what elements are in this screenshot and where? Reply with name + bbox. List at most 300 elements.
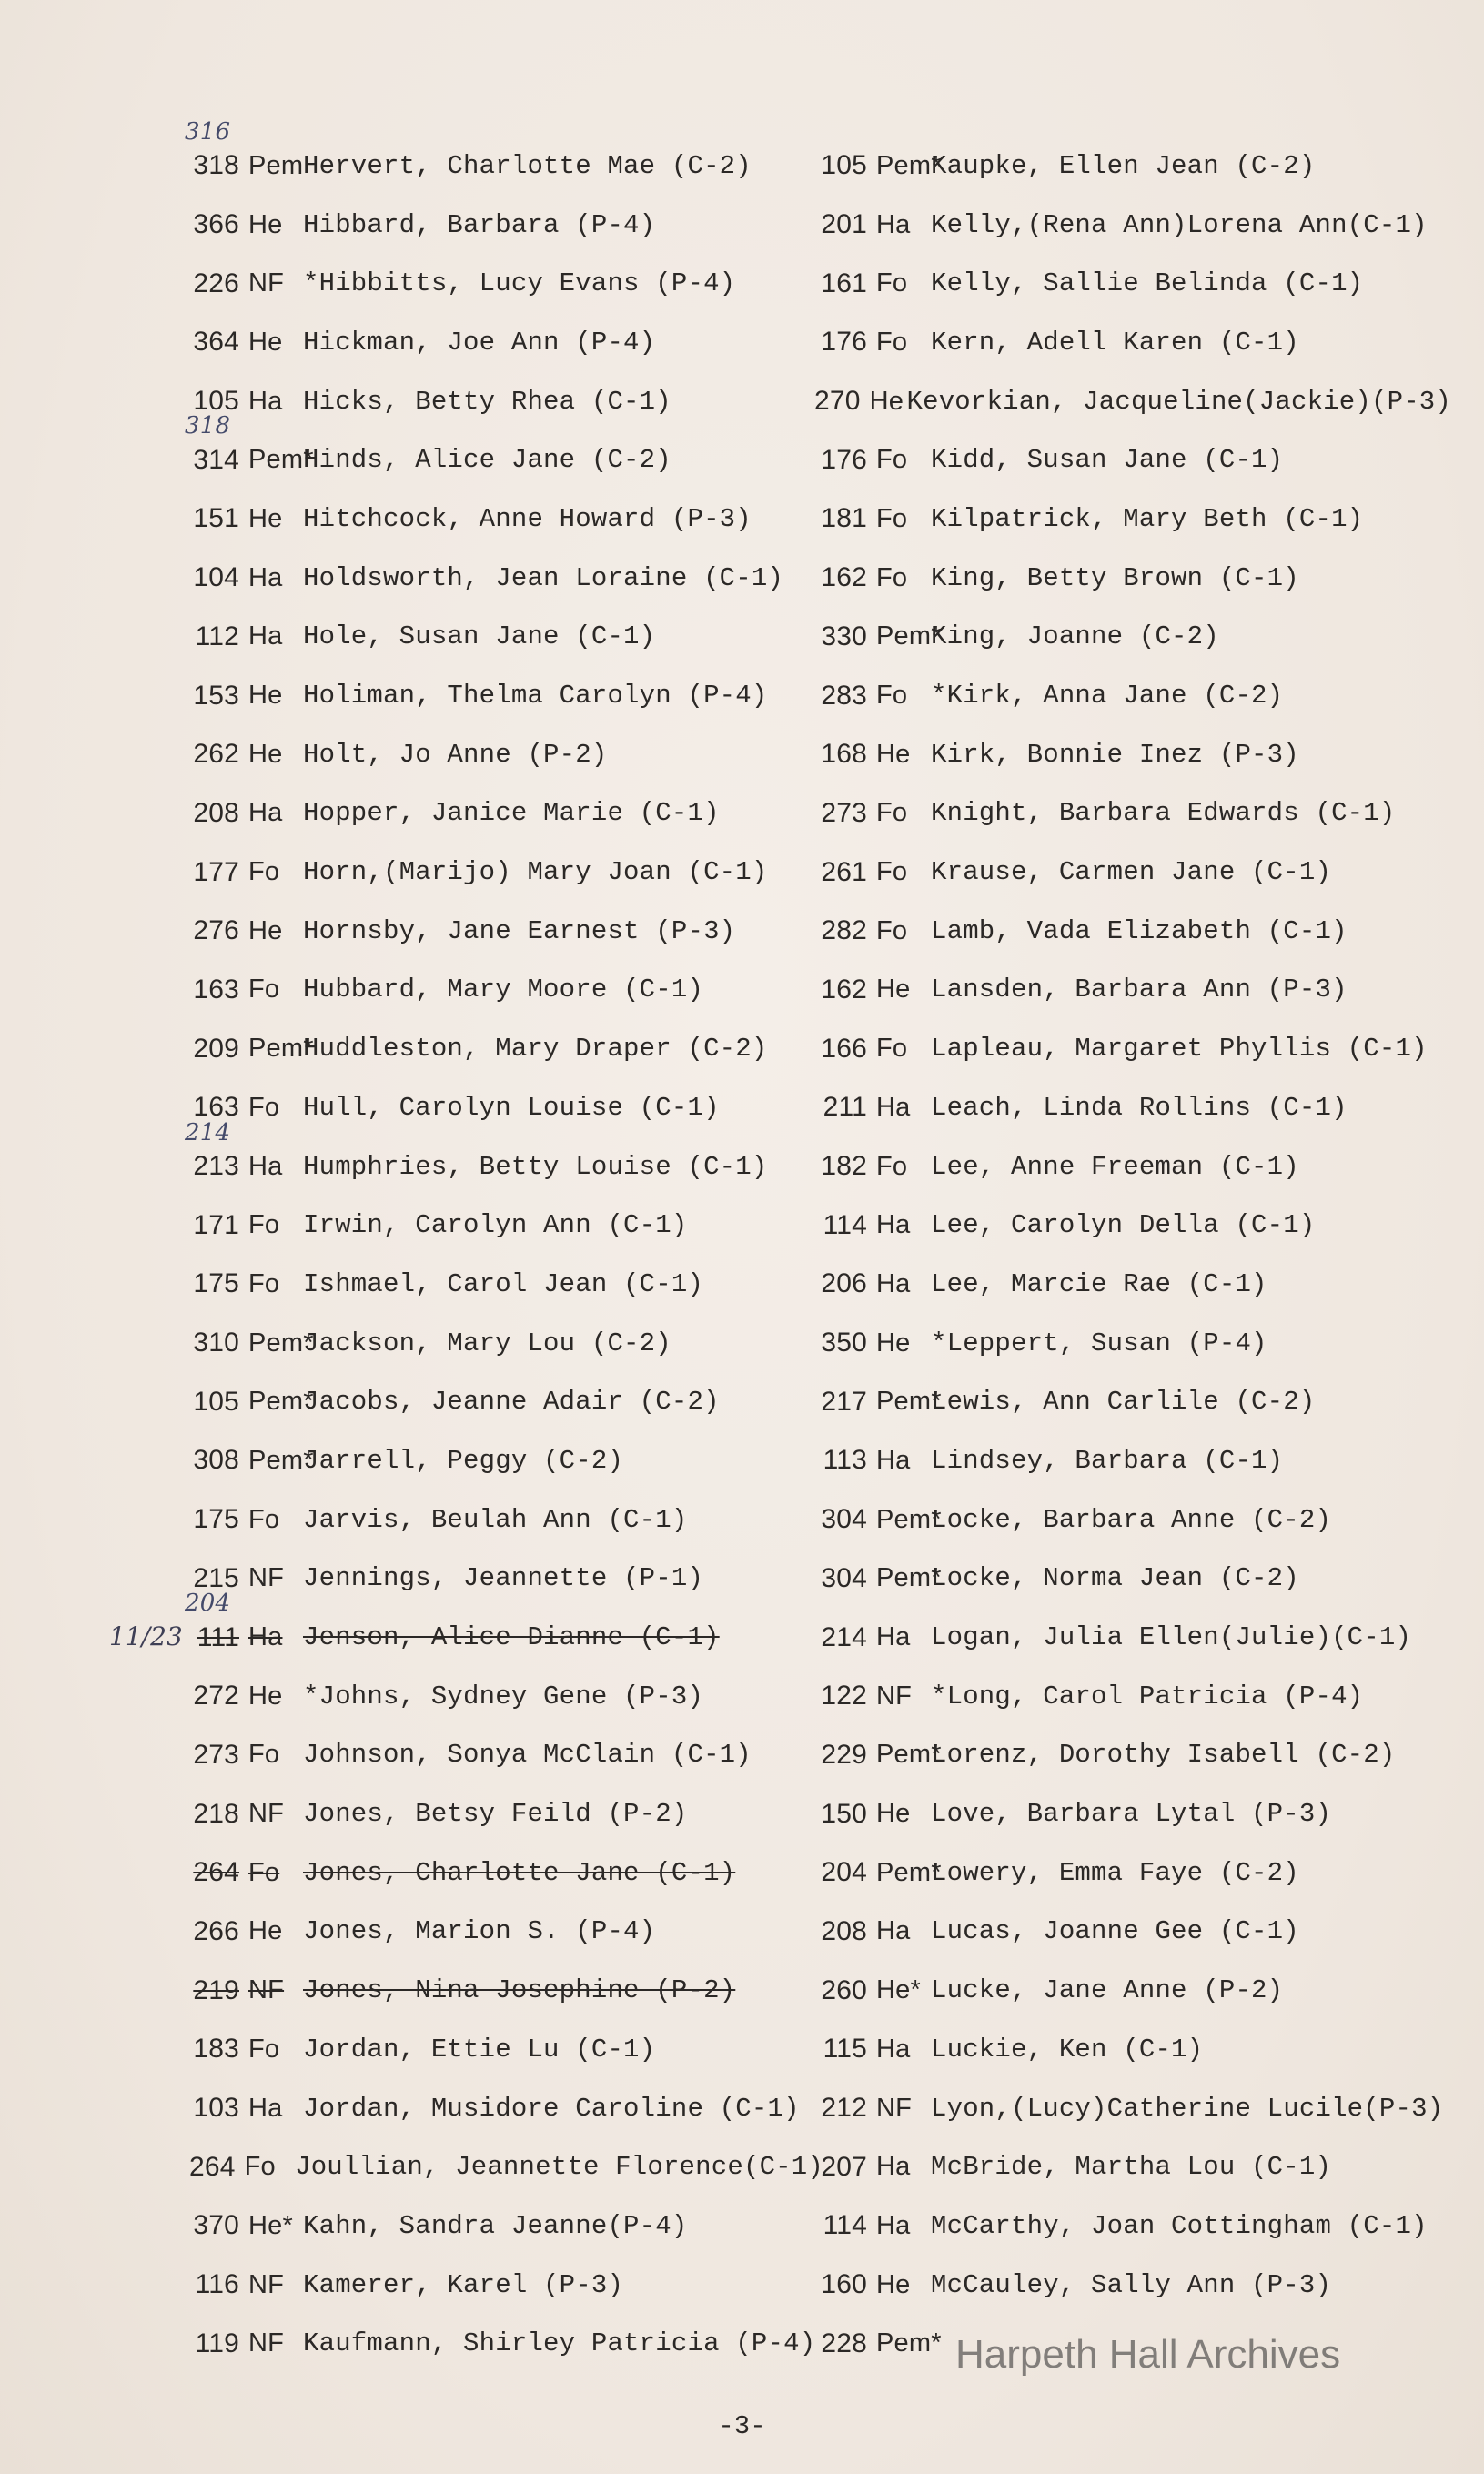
list-entry bbox=[187, 725, 823, 784]
handwritten-room-correction: 204 bbox=[185, 1590, 231, 1618]
list-entry bbox=[814, 2020, 1451, 2079]
list-entry bbox=[814, 1961, 1451, 2020]
hall-code: Fo bbox=[876, 1034, 908, 1064]
student-name: Hopper, Janice Marie (C-1) bbox=[303, 798, 720, 829]
room-number: 160 bbox=[821, 2269, 867, 2300]
student-name: King, Joanne (C-2) bbox=[931, 621, 1219, 652]
room-number: 264 bbox=[188, 2151, 236, 2182]
student-name: Horn,(Marijo) Mary Joan (C-1) bbox=[303, 857, 768, 888]
hall-code: Pem* bbox=[876, 1563, 942, 1593]
room-number: 217 bbox=[821, 1386, 867, 1417]
list-entry bbox=[187, 1372, 823, 1431]
hall-code: Fo bbox=[248, 1504, 280, 1534]
hall-code: He bbox=[248, 327, 283, 357]
room-number: 350 bbox=[821, 1328, 867, 1358]
list-entry bbox=[814, 1550, 1451, 1609]
room-number: 270 bbox=[814, 386, 861, 417]
hall-code: He bbox=[876, 974, 911, 1005]
room-number: 166 bbox=[821, 1033, 867, 1064]
student-name: Lewis, Ann Carlile (C-2) bbox=[931, 1387, 1316, 1418]
hall-code: Pem* bbox=[248, 1328, 314, 1358]
hall-code: Ha bbox=[248, 1151, 283, 1181]
hall-code: Pem* bbox=[248, 1445, 314, 1475]
student-name: Kelly,(Rena Ann)Lorena Ann(C-1) bbox=[931, 209, 1428, 240]
list-entry bbox=[814, 1608, 1451, 1667]
room-number: 201 bbox=[821, 209, 867, 240]
list-entry bbox=[814, 136, 1451, 196]
list-entry bbox=[814, 784, 1451, 843]
list-entry bbox=[814, 608, 1451, 667]
hall-code: Fo bbox=[244, 2152, 276, 2182]
student-name: McBride, Martha Lou (C-1) bbox=[931, 2152, 1332, 2183]
student-name: Ishmael, Carol Jean (C-1) bbox=[303, 1268, 704, 1299]
hall-code: NF bbox=[248, 1799, 285, 1829]
room-number: 261 bbox=[821, 856, 867, 887]
room-number: 119 bbox=[195, 2328, 239, 2358]
student-name: Jenson, Alice Dianne (C-1) bbox=[303, 1622, 720, 1653]
room-number: 206 bbox=[821, 1268, 867, 1299]
student-name: Lee, Anne Freeman (C-1) bbox=[931, 1151, 1299, 1182]
room-number: 314 bbox=[193, 444, 239, 475]
student-name: Hickman, Joe Ann (P-4) bbox=[303, 327, 656, 358]
student-name: Hull, Carolyn Louise (C-1) bbox=[303, 1092, 720, 1123]
student-name: Jordan, Musidore Caroline (C-1) bbox=[303, 2093, 800, 2124]
student-name: Lucas, Joanne Gee (C-1) bbox=[931, 1916, 1299, 1947]
hall-code: Ha bbox=[876, 1916, 911, 1946]
room-number: 260 bbox=[821, 1974, 867, 2005]
student-name: Jarvis, Beulah Ann (C-1) bbox=[303, 1504, 688, 1535]
room-number: 213 bbox=[193, 1151, 239, 1182]
room-number: 211 bbox=[823, 1092, 867, 1123]
left-column bbox=[185, 118, 823, 2373]
list-entry bbox=[814, 1314, 1451, 1373]
room-number: 175 bbox=[193, 1504, 239, 1535]
student-name: Locke, Norma Jean (C-2) bbox=[931, 1563, 1299, 1594]
list-entry bbox=[187, 1961, 823, 2020]
student-name: Kilpatrick, Mary Beth (C-1) bbox=[931, 503, 1364, 534]
hall-code: Ha bbox=[248, 1622, 283, 1652]
list-entry bbox=[187, 1843, 823, 1903]
room-number: 330 bbox=[821, 621, 867, 651]
student-name: Hubbard, Mary Moore (C-1) bbox=[303, 974, 704, 1005]
list-entry bbox=[814, 1784, 1451, 1843]
student-name: Holdsworth, Jean Loraine (C-1) bbox=[303, 562, 784, 593]
room-number: 181 bbox=[821, 503, 867, 534]
student-name: Kern, Adell Karen (C-1) bbox=[931, 327, 1299, 358]
room-number: 212 bbox=[821, 2093, 867, 2124]
room-number: 209 bbox=[193, 1033, 239, 1064]
hall-code: Fo bbox=[248, 1857, 280, 1887]
student-name: Hicks, Betty Rhea (C-1) bbox=[303, 386, 671, 417]
student-name: Hervert, Charlotte Mae (C-2) bbox=[303, 150, 752, 181]
list-entry bbox=[814, 1667, 1451, 1726]
room-number: 104 bbox=[193, 562, 239, 593]
room-number: 103 bbox=[193, 2093, 239, 2124]
room-number: 364 bbox=[193, 327, 239, 358]
hall-code: Pem* bbox=[876, 1387, 942, 1417]
room-number: 276 bbox=[193, 915, 239, 946]
student-name: *Kirk, Anna Jane (C-2) bbox=[931, 681, 1284, 712]
room-number: 304 bbox=[821, 1504, 867, 1535]
list-entry bbox=[187, 843, 823, 902]
list-entry bbox=[814, 2196, 1451, 2256]
list-entry bbox=[814, 196, 1451, 255]
room-number: 114 bbox=[823, 2210, 867, 2241]
student-name: Johnson, Sonya McClain (C-1) bbox=[303, 1740, 752, 1771]
list-entry bbox=[814, 666, 1451, 725]
student-name: Kamerer, Karel (P-3) bbox=[303, 2269, 624, 2300]
list-entry bbox=[185, 1590, 823, 1667]
room-number: 366 bbox=[193, 209, 239, 240]
handwritten-room-correction: 318 bbox=[185, 412, 231, 440]
student-name: Lamb, Vada Elizabeth (C-1) bbox=[931, 915, 1348, 946]
room-number: 177 bbox=[193, 856, 239, 887]
list-entry bbox=[814, 1843, 1451, 1903]
room-number: 214 bbox=[821, 1621, 867, 1652]
room-number: 122 bbox=[821, 1681, 867, 1712]
student-name: Jones, Marion S. (P-4) bbox=[303, 1916, 656, 1947]
list-entry bbox=[187, 1726, 823, 1785]
student-name: Kahn, Sandra Jeanne(P-4) bbox=[303, 2210, 688, 2241]
room-number: 162 bbox=[821, 562, 867, 593]
page-number: -3- bbox=[718, 2411, 766, 2441]
hall-code: He* bbox=[876, 1975, 921, 2005]
student-name: Jackson, Mary Lou (C-2) bbox=[303, 1328, 671, 1358]
room-number: 175 bbox=[193, 1268, 239, 1299]
list-entry bbox=[814, 254, 1451, 313]
student-name: Locke, Barbara Anne (C-2) bbox=[931, 1504, 1332, 1535]
room-number: 163 bbox=[193, 974, 239, 1005]
hall-code: Ha bbox=[248, 2093, 283, 2123]
hall-code: Pem* bbox=[876, 2328, 942, 2358]
hall-code: NF bbox=[876, 2093, 913, 2123]
student-name: Kaufmann, Shirley Patricia (P-4) bbox=[303, 2328, 816, 2359]
student-name: Lowery, Emma Faye (C-2) bbox=[931, 1857, 1299, 1888]
hall-code: Ha bbox=[248, 798, 283, 828]
hall-code: Pem* bbox=[876, 150, 942, 180]
hall-code: Fo bbox=[248, 1740, 280, 1770]
hall-code: He bbox=[248, 915, 283, 945]
list-entry bbox=[187, 549, 823, 608]
hall-code: NF bbox=[876, 1681, 913, 1711]
student-name: Jarrell, Peggy (C-2) bbox=[303, 1445, 624, 1476]
hall-code: Ha bbox=[248, 386, 283, 416]
list-entry bbox=[814, 902, 1451, 961]
hall-code: He bbox=[876, 1799, 911, 1829]
room-number: 105 bbox=[193, 386, 239, 417]
list-entry bbox=[187, 1550, 823, 1609]
hall-code: He bbox=[248, 1916, 283, 1946]
room-number: 176 bbox=[821, 327, 867, 358]
list-entry bbox=[187, 2256, 823, 2315]
list-entry bbox=[187, 1255, 823, 1314]
hall-code: Pem* bbox=[248, 445, 314, 475]
room-number: 105 bbox=[821, 150, 867, 181]
hall-code: Pem* bbox=[876, 1740, 942, 1770]
student-name: Humphries, Betty Louise (C-1) bbox=[303, 1151, 768, 1182]
list-entry bbox=[814, 2079, 1451, 2138]
student-name: Leach, Linda Rollins (C-1) bbox=[931, 1092, 1348, 1123]
hall-code: Pem* bbox=[876, 1504, 942, 1534]
list-entry bbox=[814, 1903, 1451, 1962]
room-number: 168 bbox=[821, 739, 867, 770]
student-name: Jones, Charlotte Jane (C-1) bbox=[303, 1857, 736, 1888]
student-name: Irwin, Carolyn Ann (C-1) bbox=[303, 1210, 688, 1241]
student-name: Krause, Carmen Jane (C-1) bbox=[931, 857, 1332, 888]
room-number: 204 bbox=[821, 1857, 867, 1888]
list-entry bbox=[187, 254, 823, 313]
list-entry bbox=[187, 666, 823, 725]
hall-code: He bbox=[869, 386, 904, 416]
list-entry bbox=[814, 1726, 1451, 1785]
room-number: 304 bbox=[821, 1562, 867, 1593]
student-name: Lindsey, Barbara (C-1) bbox=[931, 1445, 1284, 1476]
room-number: 114 bbox=[823, 1209, 867, 1240]
room-number: 262 bbox=[193, 739, 239, 770]
room-number: 207 bbox=[821, 2151, 867, 2182]
hall-code: He bbox=[248, 503, 283, 533]
room-number: 151 bbox=[193, 503, 239, 534]
hall-code: Ha bbox=[876, 2034, 911, 2064]
list-entry bbox=[187, 2079, 823, 2138]
list-entry bbox=[187, 961, 823, 1020]
hall-code: Ha bbox=[876, 1445, 911, 1475]
room-number: 370 bbox=[193, 2210, 239, 2241]
room-number: 264 bbox=[193, 1857, 239, 1888]
student-name: Kirk, Bonnie Inez (P-3) bbox=[931, 739, 1299, 770]
room-number: 115 bbox=[823, 2034, 867, 2065]
hall-code: Ha bbox=[876, 209, 911, 239]
hall-code: He bbox=[248, 1681, 283, 1711]
hall-code: Fo bbox=[248, 857, 280, 887]
list-entry bbox=[814, 2137, 1451, 2196]
student-name: Lee, Carolyn Della (C-1) bbox=[931, 1210, 1316, 1241]
list-entry bbox=[187, 313, 823, 372]
list-entry bbox=[814, 1019, 1451, 1078]
student-name: Lucke, Jane Anne (P-2) bbox=[931, 1975, 1284, 2006]
room-number: 208 bbox=[193, 797, 239, 828]
student-name: Holt, Jo Anne (P-2) bbox=[303, 739, 608, 770]
room-number: 162 bbox=[821, 974, 867, 1005]
list-entry bbox=[814, 1431, 1451, 1490]
student-name: Jones, Nina Josephine (P-2) bbox=[303, 1975, 736, 2006]
list-entry bbox=[187, 2196, 823, 2256]
hall-code: Fo bbox=[876, 915, 908, 945]
student-name: Jacobs, Jeanne Adair (C-2) bbox=[303, 1387, 720, 1418]
room-number: 318 bbox=[193, 150, 239, 181]
list-entry bbox=[814, 313, 1451, 372]
student-name: King, Betty Brown (C-1) bbox=[931, 562, 1299, 593]
hall-code: Fo bbox=[876, 327, 908, 357]
room-number: 116 bbox=[195, 2269, 239, 2300]
hall-code: Pem* bbox=[248, 1387, 314, 1417]
list-entry bbox=[187, 1019, 823, 1078]
student-name: Holiman, Thelma Carolyn (P-4) bbox=[303, 681, 768, 712]
student-name: Hole, Susan Jane (C-1) bbox=[303, 621, 656, 652]
list-entry bbox=[814, 961, 1451, 1020]
hall-code: Ha bbox=[876, 2152, 911, 2182]
hall-code: Ha bbox=[248, 621, 283, 651]
hall-code: Fo bbox=[876, 681, 908, 711]
room-number: 113 bbox=[823, 1445, 867, 1476]
list-entry bbox=[187, 196, 823, 255]
hall-code: Fo bbox=[876, 503, 908, 533]
student-name: Lyon,(Lucy)Catherine Lucile(P-3) bbox=[931, 2093, 1444, 2124]
room-number: 153 bbox=[193, 680, 239, 711]
room-number: 161 bbox=[821, 268, 867, 298]
student-name: McCauley, Sally Ann (P-3) bbox=[931, 2269, 1332, 2300]
hall-code: He bbox=[876, 1328, 911, 1358]
hall-code: He bbox=[876, 739, 911, 769]
archive-watermark: Harpeth Hall Archives bbox=[955, 2332, 1341, 2377]
hall-code: Ha bbox=[876, 1622, 911, 1652]
student-name: Jennings, Jeannette (P-1) bbox=[303, 1563, 704, 1594]
hall-code: Pem* bbox=[248, 1034, 314, 1064]
student-name: Knight, Barbara Edwards (C-1) bbox=[931, 798, 1396, 829]
room-number: 150 bbox=[821, 1798, 867, 1829]
hall-code: Fo bbox=[248, 1210, 280, 1240]
hall-code: Ha bbox=[876, 2210, 911, 2240]
student-name: *Long, Carol Patricia (P-4) bbox=[931, 1681, 1364, 1712]
hall-code: Ha bbox=[876, 1268, 911, 1298]
list-entry bbox=[187, 2020, 823, 2079]
handwritten-room-correction: 214 bbox=[185, 1118, 231, 1146]
list-entry bbox=[187, 490, 823, 549]
student-name: Love, Barbara Lytal (P-3) bbox=[931, 1799, 1332, 1830]
list-entry bbox=[814, 549, 1451, 608]
room-number: 111 bbox=[197, 1621, 239, 1652]
hall-code: NF bbox=[248, 268, 285, 298]
list-entry bbox=[187, 2314, 823, 2373]
hall-code: Ha bbox=[876, 1210, 911, 1240]
room-number: 308 bbox=[193, 1445, 239, 1476]
hall-code: Fo bbox=[876, 798, 908, 828]
list-entry bbox=[187, 1196, 823, 1255]
room-number: 176 bbox=[821, 444, 867, 475]
hall-code: He bbox=[248, 681, 283, 711]
student-name: Hornsby, Jane Earnest (P-3) bbox=[303, 915, 736, 946]
room-number: 228 bbox=[821, 2328, 867, 2358]
student-name: Kaupke, Ellen Jean (C-2) bbox=[931, 150, 1316, 181]
room-number: 282 bbox=[821, 915, 867, 946]
student-name: Lansden, Barbara Ann (P-3) bbox=[931, 974, 1348, 1005]
student-name: Luckie, Ken (C-1) bbox=[931, 2034, 1204, 2065]
hall-code: He bbox=[248, 209, 283, 239]
room-number: 229 bbox=[821, 1739, 867, 1770]
list-entry bbox=[187, 372, 823, 431]
hall-code: Pem* bbox=[876, 1857, 942, 1887]
list-entry bbox=[187, 1667, 823, 1726]
student-name: *Leppert, Susan (P-4) bbox=[931, 1328, 1267, 1358]
student-name: Huddleston, Mary Draper (C-2) bbox=[303, 1034, 768, 1065]
list-entry bbox=[814, 1196, 1451, 1255]
hall-code: Fo bbox=[248, 2034, 280, 2064]
room-number: 182 bbox=[821, 1151, 867, 1182]
hall-code: NF bbox=[248, 1975, 285, 2005]
hall-code: Fo bbox=[876, 445, 908, 475]
student-name: McCarthy, Joan Cottingham (C-1) bbox=[931, 2210, 1428, 2241]
list-entry bbox=[814, 843, 1451, 902]
hall-code: Fo bbox=[876, 562, 908, 592]
hall-code: Fo bbox=[876, 1151, 908, 1181]
room-number: 273 bbox=[193, 1739, 239, 1770]
hall-code: Fo bbox=[248, 974, 280, 1005]
student-name: Hitchcock, Anne Howard (P-3) bbox=[303, 503, 752, 534]
hall-code: He bbox=[876, 2269, 911, 2299]
hall-code: Fo bbox=[876, 857, 908, 887]
student-name: Hinds, Alice Jane (C-2) bbox=[303, 445, 671, 476]
list-entry bbox=[187, 1490, 823, 1550]
hall-code: He bbox=[248, 739, 283, 769]
list-entry bbox=[814, 1137, 1451, 1197]
hall-code: Fo bbox=[248, 1268, 280, 1298]
hall-code: Fo bbox=[248, 1092, 280, 1122]
margin-note: 11/23 bbox=[109, 1621, 183, 1651]
hall-code: NF bbox=[248, 2328, 285, 2358]
list-entry bbox=[814, 490, 1451, 549]
student-name: Hibbard, Barbara (P-4) bbox=[303, 209, 656, 240]
room-number: 310 bbox=[193, 1328, 239, 1358]
student-name: Lee, Marcie Rae (C-1) bbox=[931, 1268, 1267, 1299]
student-name: Jones, Betsy Feild (P-2) bbox=[303, 1799, 688, 1830]
list-entry bbox=[185, 118, 823, 196]
list-entry bbox=[187, 1784, 823, 1843]
list-entry bbox=[187, 1314, 823, 1373]
room-number: 215 bbox=[193, 1562, 239, 1593]
list-entry bbox=[814, 1078, 1451, 1137]
room-number: 272 bbox=[193, 1681, 239, 1712]
list-entry bbox=[814, 1490, 1451, 1550]
list-entry bbox=[187, 902, 823, 961]
hall-code: He* bbox=[248, 2210, 293, 2240]
list-entry bbox=[814, 430, 1451, 490]
list-entry bbox=[187, 1078, 823, 1137]
student-name: Lapleau, Margaret Phyllis (C-1) bbox=[931, 1034, 1428, 1065]
room-number: 105 bbox=[193, 1386, 239, 1417]
hall-code: NF bbox=[248, 2269, 285, 2299]
room-number: 266 bbox=[193, 1915, 239, 1946]
room-number: 171 bbox=[193, 1209, 239, 1240]
room-number: 163 bbox=[193, 1092, 239, 1123]
student-name: Jordan, Ettie Lu (C-1) bbox=[303, 2034, 656, 2065]
room-number: 219 bbox=[193, 1974, 239, 2005]
hall-code: Pem* bbox=[876, 621, 942, 651]
student-name: Kevorkian, Jacqueline(Jackie)(P-3) bbox=[906, 386, 1451, 417]
list-entry bbox=[814, 1255, 1451, 1314]
list-entry bbox=[187, 784, 823, 843]
student-name: Kelly, Sallie Belinda (C-1) bbox=[931, 268, 1364, 299]
list-entry bbox=[185, 412, 823, 490]
list-entry bbox=[814, 725, 1451, 784]
room-number: 183 bbox=[193, 2034, 239, 2065]
student-name: Lorenz, Dorothy Isabell (C-2) bbox=[931, 1740, 1396, 1771]
right-column bbox=[814, 136, 1451, 2373]
room-number: 112 bbox=[195, 621, 239, 651]
room-number: 226 bbox=[193, 268, 239, 298]
room-number: 283 bbox=[821, 680, 867, 711]
list-entry bbox=[187, 608, 823, 667]
list-entry bbox=[185, 1118, 823, 1197]
handwritten-room-correction: 316 bbox=[185, 118, 231, 146]
list-entry bbox=[187, 1903, 823, 1962]
room-number: 218 bbox=[193, 1798, 239, 1829]
hall-code: Ha bbox=[876, 1092, 911, 1122]
list-entry bbox=[187, 1431, 823, 1490]
list-entry bbox=[814, 2256, 1451, 2315]
student-name: Logan, Julia Ellen(Julie)(C-1) bbox=[931, 1622, 1412, 1653]
room-number: 208 bbox=[821, 1915, 867, 1946]
student-name: *Johns, Sydney Gene (P-3) bbox=[303, 1681, 704, 1712]
